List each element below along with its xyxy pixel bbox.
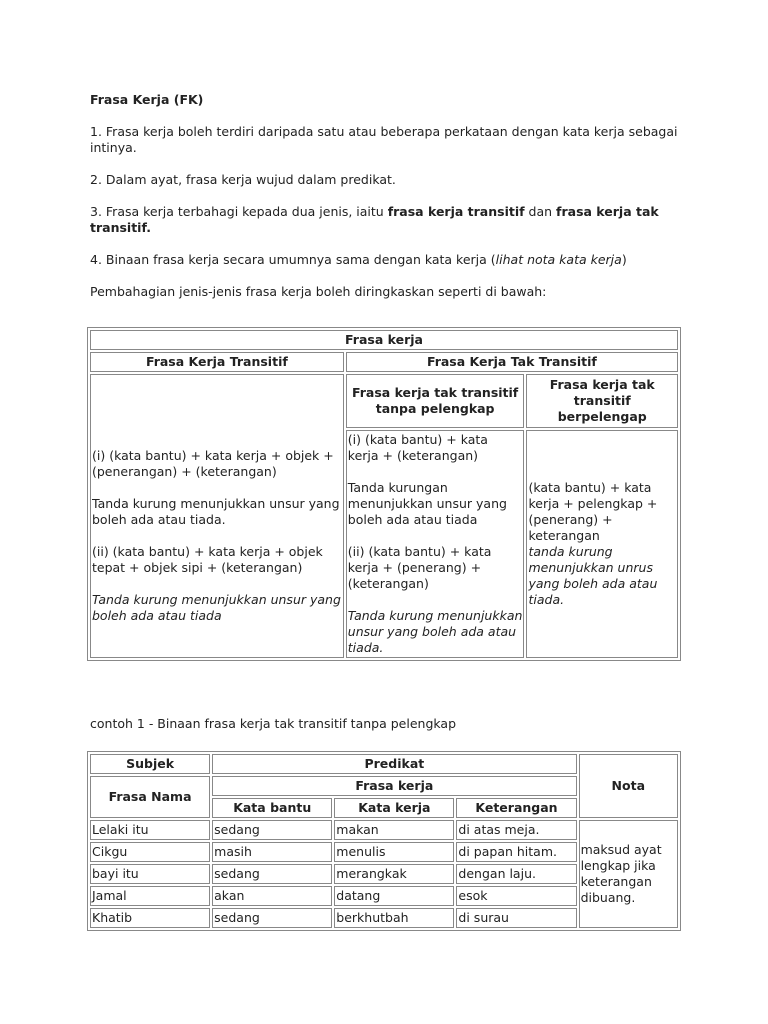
transitif-line-4: Tanda kurung menunjukkan unsur yang boleh ada atau tiada: [92, 592, 341, 623]
transitif-line-3: (ii) (kata bantu) + kata kerja + objek tepat + objek sipi + (keterangan): [92, 544, 323, 575]
cell-tanpa-pelengkap: [346, 430, 525, 658]
ber-line-2: tanda kurung menunjukkan unrus yang boleh ada atau tiada.: [528, 544, 658, 607]
cell-keterangan: di surau: [456, 908, 576, 928]
cell-kata-bantu: masih: [212, 842, 332, 862]
p4-text: 4. Binaan frasa kerja secara umumnya sama dengan kata kerja (: [90, 252, 496, 267]
header-keterangan: Keterangan: [456, 798, 576, 818]
cell-transitif: [90, 374, 344, 658]
header-subjek: Subjek: [90, 754, 210, 774]
header-nota: Nota: [579, 754, 678, 818]
cell-keterangan: esok: [456, 886, 576, 906]
cell-subjek: Jamal: [90, 886, 210, 906]
tanpa-line-4: Tanda kurung menunjukkan unsur yang boleh ada atau tiada.: [347, 608, 523, 655]
transitif-line-2: Tanda kurung menunjukkan unsur yang boleh ada atau tiada.: [92, 496, 340, 527]
table1-header: Frasa kerja: [90, 330, 678, 350]
cell-berpelengap: [526, 430, 678, 658]
frasa-kerja-table: [87, 327, 681, 661]
p3-bold-tak-transitif: frasa kerja tak transitif.: [90, 204, 659, 235]
header-tak-transitif: Frasa Kerja Tak Transitif: [346, 352, 678, 372]
p4-end: ): [621, 252, 627, 267]
cell-subjek: Khatib: [90, 908, 210, 928]
header-transitif: Frasa Kerja Transitif: [90, 352, 344, 372]
tanpa-line-2: Tanda kurungan menunjukkan unsur yang boleh ada atau tiada: [347, 480, 507, 527]
cell-kata-kerja: menulis: [334, 842, 454, 862]
header-predikat: Predikat: [212, 754, 576, 774]
table-row: [90, 820, 678, 840]
cell-subjek: bayi itu: [90, 864, 210, 884]
cell-kata-kerja: datang: [334, 886, 454, 906]
p3-text: 3. Frasa kerja terbahagi kepada dua jenis, iaitu: [90, 204, 388, 219]
header-frasa-kerja: Frasa kerja: [212, 776, 576, 796]
cell-kata-kerja: berkhutbah: [334, 908, 454, 928]
subheader-berpelengap: Frasa kerja tak transitif berpelengap: [526, 374, 678, 428]
cell-kata-bantu: sedang: [212, 908, 332, 928]
paragraph-1: 1. Frasa kerja boleh terdiri daripada satu atau beberapa perkataan dengan kata kerja sebagai intinya.: [90, 124, 678, 155]
contoh-table: [87, 751, 681, 931]
cell-keterangan: di atas meja.: [456, 820, 576, 840]
p3-bold-transitif: frasa kerja transitif: [387, 204, 525, 219]
transitif-line-1: (i) (kata bantu) + kata kerja + objek + (penerangan) + (keterangan): [92, 448, 334, 479]
cell-kata-bantu: sedang: [212, 864, 332, 884]
cell-subjek: Lelaki itu: [90, 820, 210, 840]
tanpa-line-3: (ii) (kata bantu) + kata kerja + (penerang) + (keterangan): [347, 544, 492, 591]
paragraph-2: 2. Dalam ayat, frasa kerja wujud dalam predikat.: [90, 172, 396, 187]
header-kata-kerja: Kata kerja: [334, 798, 454, 818]
cell-keterangan: dengan laju.: [456, 864, 576, 884]
p4-italic: lihat nota kata kerja: [495, 252, 622, 267]
header-frasa-nama: Frasa Nama: [90, 776, 210, 818]
subheader-tanpa-pelengkap: Frasa kerja tak transitif tanpa pelengkap: [346, 374, 525, 428]
paragraph-5: Pembahagian jenis-jenis frasa kerja boleh diringkaskan seperti di bawah:: [90, 284, 547, 299]
cell-kata-kerja: merangkak: [334, 864, 454, 884]
cell-nota: maksud ayat lengkap jika keterangan dibuang.: [579, 820, 678, 928]
tanpa-line-1: (i) (kata bantu) + kata kerja + (keterangan): [347, 432, 488, 463]
p3-mid: dan: [524, 204, 557, 219]
paragraph-3: [90, 204, 680, 236]
cell-kata-bantu: akan: [212, 886, 332, 906]
page-title: Frasa Kerja (FK): [90, 92, 204, 107]
cell-kata-bantu: sedang: [212, 820, 332, 840]
document-body: [90, 92, 680, 316]
cell-keterangan: di papan hitam.: [456, 842, 576, 862]
paragraph-4: [90, 252, 680, 268]
ber-line-1: (kata bantu) + kata kerja + pelengkap + (penerang) + keterangan: [528, 480, 658, 543]
cell-kata-kerja: makan: [334, 820, 454, 840]
header-kata-bantu: Kata bantu: [212, 798, 332, 818]
example-caption: contoh 1 - Binaan frasa kerja tak transitif tanpa pelengkap: [90, 716, 456, 731]
cell-subjek: Cikgu: [90, 842, 210, 862]
